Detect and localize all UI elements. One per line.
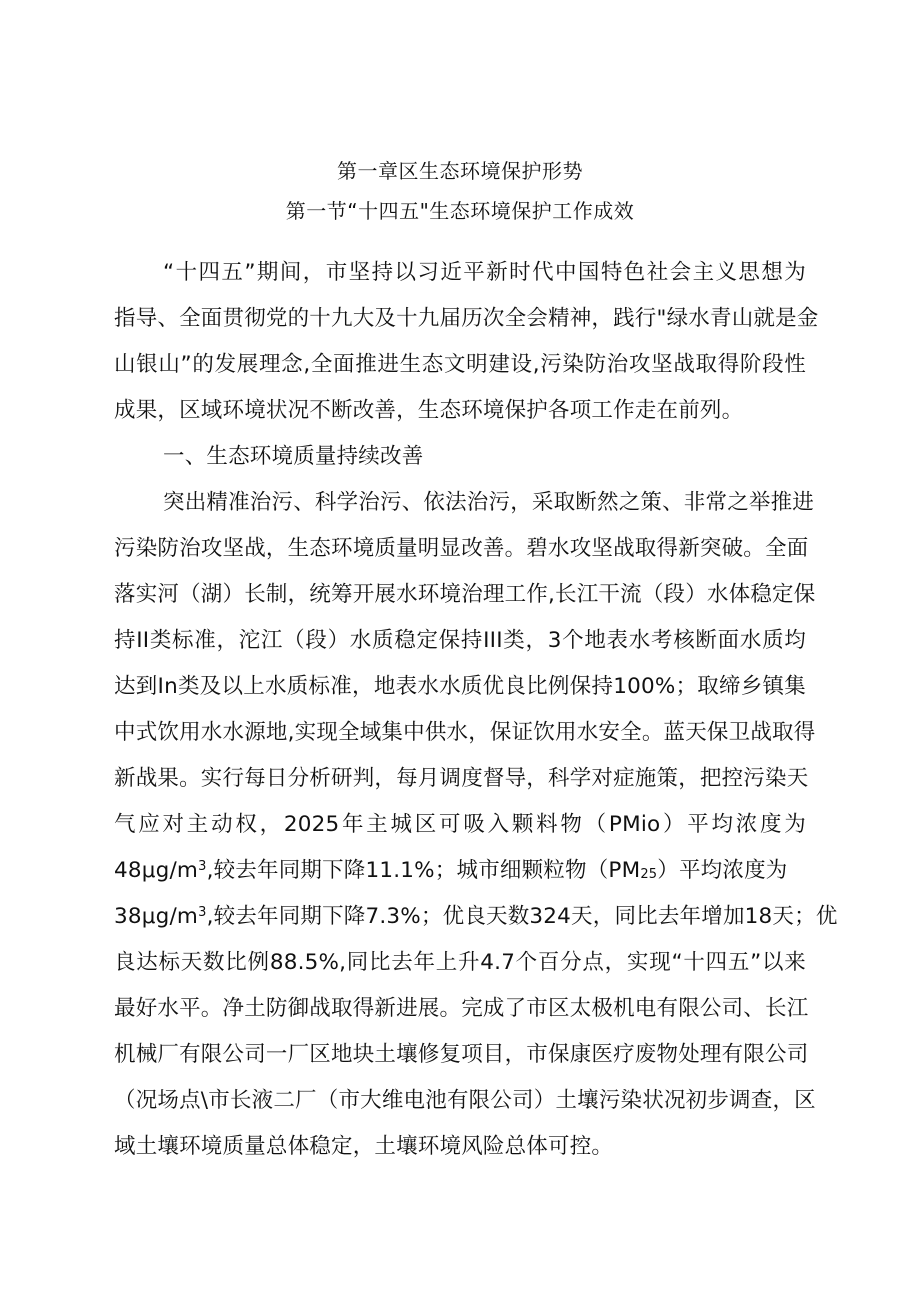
paragraph-line: 指导、全面贯彻党的十九大及十九届历次全会精神，践行"绿水青山就是金 <box>114 306 819 331</box>
pm25-subscript: 25 <box>640 867 658 882</box>
pm10-value: 48μg∕m <box>114 858 199 883</box>
chapter-title: 第一章区生态环境保护形势 <box>337 159 583 183</box>
subheading: 一、生态环境质量持续改善 <box>163 444 424 469</box>
paragraph-line: 机械厂有限公司一厂区地块土壤修复项目，市保康医疗废物处理有限公司 <box>114 1042 809 1067</box>
pm10-text: ,较去年同期下降11.1%；城市细颗粒物（PM <box>206 858 641 883</box>
paragraph-line-pm25 <box>114 902 838 932</box>
paragraph-line: 气应对主动权，2025年主城区可吸入颗料物（PMio）平均浓度为 <box>114 812 806 837</box>
paragraph-line: 中式饮用水水源地,实现全域集中供水，保证饮用水安全。蓝天保卫战取得 <box>114 720 816 745</box>
pm25-value: 38μg∕m <box>114 904 199 929</box>
section-title: 第一节“十四五"生态环境保护工作成效 <box>285 199 635 223</box>
paragraph-line: 持II类标准，沱江（段）水质稳定保持III类，3个地表水考核断面水质均 <box>114 628 806 653</box>
unit-superscript: 3 <box>198 905 207 920</box>
paragraph-line: 落实河（湖）长制，统筹开展水环境治理工作,长江干流（段）水体稳定保 <box>114 582 816 607</box>
paragraph-line: 突出精准治污、科学治污、依法治污，采取断然之策、非常之举推进 <box>163 490 815 515</box>
paragraph-line: 域土壤环境质量总体稳定，土壤环境风险总体可控。 <box>114 1134 614 1159</box>
paragraph-line: （况场点\市长液二厂（市大维电池有限公司）土壤污染状况初步调查，区 <box>114 1088 816 1113</box>
paragraph-line: 新战果。实行每日分析研判，每月调度督导，科学对症施策，把控污染天 <box>114 766 809 791</box>
paragraph-line: 成果，区域环境状况不断改善，生态环境保护各项工作走在前列。 <box>114 398 744 423</box>
pm10-text-end: ）平均浓度为 <box>657 858 788 883</box>
paragraph-line: 最好水平。净土防御战取得新进展。完成了市区太极机电有限公司、长江 <box>114 996 809 1021</box>
paragraph-line: 良达标天数比例88.5%,同比去年上升4.7个百分点，实现“十四五”以来 <box>114 950 806 975</box>
unit-superscript: 3 <box>198 859 207 874</box>
paragraph-line: 达到In类及以上水质标准，地表水水质优良比例保持100%；取缔乡镇集 <box>114 674 806 699</box>
paragraph-line: “十四五”期间，市坚持以习近平新时代中国特色社会主义思想为 <box>163 260 806 285</box>
paragraph-line: 污染防治攻坚战，生态环境质量明显改善。碧水攻坚战取得新突破。全面 <box>114 536 809 561</box>
pm25-text: ,较去年同期下降7.3%；优良天数324天，同比去年增加18天；优 <box>206 904 838 929</box>
paragraph-line: 山银山”的发展理念,全面推进生态文明建设,污染防治攻坚战取得阶段性 <box>114 352 806 377</box>
paragraph-line-pm10 <box>114 856 806 886</box>
